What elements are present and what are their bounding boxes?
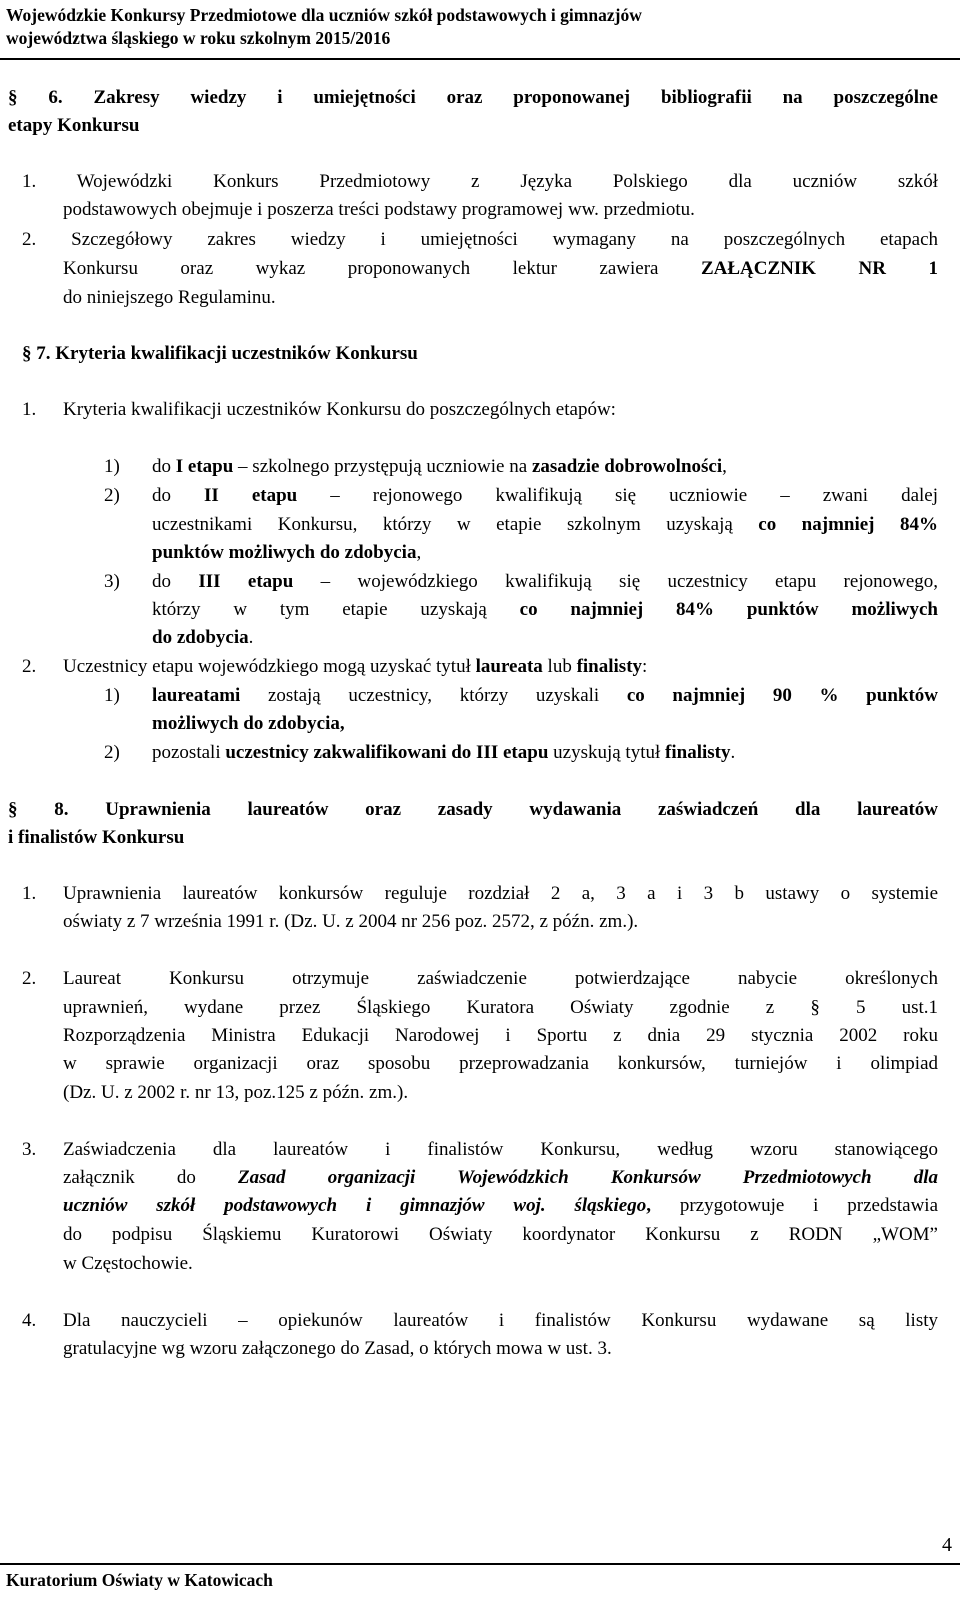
section-6-heading-cont: etapy Konkursu (8, 115, 140, 136)
s7-item-2-end: punktów możliwych do zdobycia, (152, 542, 422, 563)
s6-paragraph-2: 2. Szczegółowy zakres wiedzy i umiejętności wymagany na poszczególnych etapach (22, 229, 938, 250)
s7-sub-1-cont: możliwych do zdobycia, (152, 713, 345, 734)
s6-paragraph-2-end: do niniejszego Regulaminu. (63, 287, 276, 308)
s7-item-1: do I etapu – szkolnego przystępują uczniowie na zasadzie dobrowolności, (152, 456, 727, 477)
header-line-2: województwa śląskiego w roku szkolnym 2015/2016 (6, 28, 391, 48)
s7-item-3-number: 3) (104, 571, 120, 592)
header-line-1: Wojewódzkie Konkursy Przedmiotowe dla uczniów szkół podstawowych i gimnazjów (6, 5, 642, 25)
s8-paragraph-2-line-3: Rozporządzenia Ministra Edukacji Narodowej i Sportu z dnia 29 stycznia 2002 roku (63, 1025, 938, 1046)
section-8-heading: § 8. Uprawnienia laureatów oraz zasady wydawania zaświadczeń dla laureatów (8, 799, 938, 820)
s8-paragraph-1-cont: oświaty z 7 września 1991 r. (Dz. U. z 2004 nr 256 poz. 2572, z późn. zm.). (63, 911, 639, 932)
s7-p1-number: 1. (22, 399, 37, 420)
document-header (6, 4, 642, 50)
s7-item-2: do II etapu – rejonowego kwalifikują się uczniowie – zwani dalej (152, 485, 939, 506)
s7-paragraph-1: Kryteria kwalifikacji uczestników Konkursu do poszczególnych etapów: (63, 399, 616, 420)
s7-sub-1: laureatami zostają uczestnicy, którzy uzyskali co najmniej 90 % punktów (152, 685, 938, 706)
s8-paragraph-3-line-3: uczniów szkół podstawowych i gimnazjów woj. śląskiego, przygotowuje i przedstawia (63, 1195, 938, 1216)
s7-sub-1-number: 1) (104, 685, 120, 706)
s6-paragraph-1: 1. Wojewódzki Konkurs Przedmiotowy z Języka Polskiego dla uczniów szkół (22, 171, 938, 192)
s7-item-3: do III etapu – wojewódzkiego kwalifikują się uczestnicy etapu rejonowego, (152, 571, 938, 592)
section-6-heading: § 6. Zakresy wiedzy i umiejętności oraz proponowanej bibliografii na poszczególne (8, 87, 938, 108)
s8-p1-number: 1. (22, 883, 37, 904)
header-divider (0, 58, 960, 60)
s8-p2-number: 2. (22, 968, 37, 989)
s8-paragraph-2-line-2: uprawnień, wydane przez Śląskiego Kuratora Oświaty zgodnie z § 5 ust.1 (63, 997, 938, 1018)
s6-paragraph-1-cont: podstawowych obejmuje i poszerza treści podstawy programowej ww. przedmiotu. (63, 199, 695, 220)
s8-paragraph-3-line-5: w Częstochowie. (63, 1253, 193, 1274)
s7-item-1-number: 1) (104, 456, 120, 477)
s7-p2-number: 2. (22, 656, 37, 677)
s8-paragraph-3: Zaświadczenia dla laureatów i finalistów Konkursu, według wzoru stanowiącego (63, 1139, 938, 1160)
s8-paragraph-1: Uprawnienia laureatów konkursów reguluje rozdział 2 a, 3 a i 3 b ustawy o systemie (63, 883, 938, 904)
section-8-heading-cont: i finalistów Konkursu (8, 827, 185, 848)
s7-item-3-end: do zdobycia. (152, 627, 254, 648)
s7-paragraph-2: Uczestnicy etapu wojewódzkiego mogą uzyskać tytuł laureata lub finalisty: (63, 656, 648, 677)
s8-paragraph-3-line-2: załącznik do Zasad organizacji Wojewódzkich Konkursów Przedmiotowych dla (63, 1167, 938, 1188)
s7-sub-2: pozostali uczestnicy zakwalifikowani do III etapu uzyskują tytuł finalisty. (152, 742, 736, 763)
s8-paragraph-3-line-4: do podpisu Śląskiemu Kuratorowi Oświaty koordynator Konkursu z RODN „WOM” (63, 1224, 938, 1245)
section-7-heading: § 7. Kryteria kwalifikacji uczestników Konkursu (22, 343, 418, 364)
s8-paragraph-4: Dla nauczycieli – opiekunów laureatów i finalistów Konkursu wydawane są listy (63, 1310, 938, 1331)
s7-item-2-cont: uczestnikami Konkursu, którzy w etapie szkolnym uzyskają co najmniej 84% (152, 514, 938, 535)
s8-paragraph-4-cont: gratulacyjne wg wzoru załączonego do Zasad, o których mowa w ust. 3. (63, 1338, 612, 1359)
s8-p4-number: 4. (22, 1310, 37, 1331)
s8-paragraph-2-line-4: w sprawie organizacji oraz sposobu przeprowadzania konkursów, turniejów i olimpiad (63, 1053, 938, 1074)
s8-p3-number: 3. (22, 1139, 37, 1160)
s7-item-3-cont: którzy w tym etapie uzyskają co najmniej 84% punktów możliwych (152, 599, 938, 620)
s8-paragraph-2-line-5: (Dz. U. z 2002 r. nr 13, poz.125 z późn. zm.). (63, 1082, 409, 1103)
s8-paragraph-2: Laureat Konkursu otrzymuje zaświadczenie potwierdzające nabycie określonych (63, 968, 938, 989)
footer-divider (0, 1563, 960, 1565)
s6-paragraph-2-cont: Konkursu oraz wykaz proponowanych lektur zawiera ZAŁĄCZNIK NR 1 (63, 258, 938, 279)
s7-item-2-number: 2) (104, 485, 120, 506)
s7-sub-2-number: 2) (104, 742, 120, 763)
footer-institution: Kuratorium Oświaty w Katowicach (6, 1570, 273, 1590)
page-number: 4 (942, 1534, 952, 1556)
